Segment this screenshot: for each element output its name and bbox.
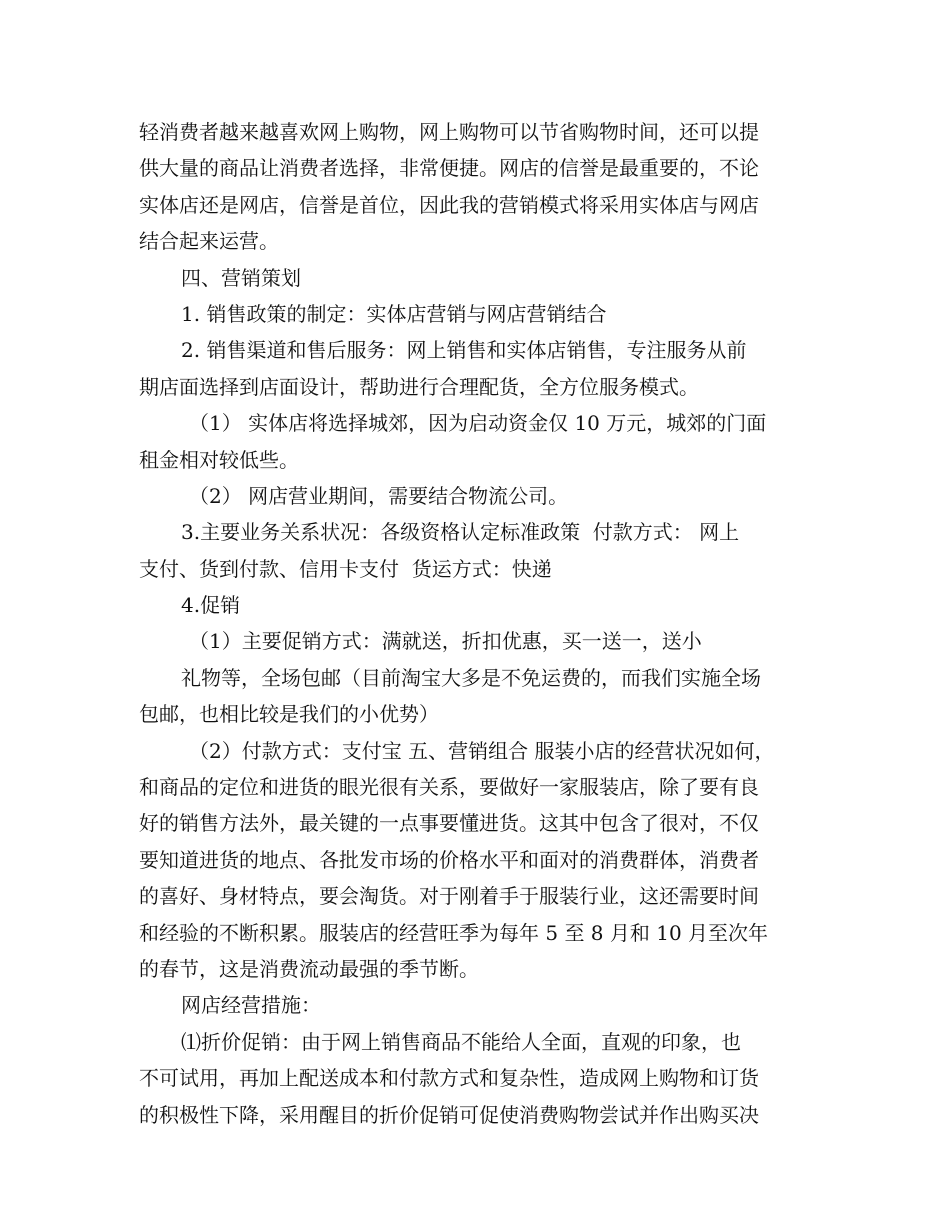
text-line: 轻消费者越来越喜欢网上购物，网上购物可以节省购物时间，还可以提 [139,120,759,144]
text-line: 礼物等，全场包邮（目前淘宝大多是不免运费的，而我们实施全场 [181,665,761,690]
text-line: 要知道进货的地点、各批发市场的价格水平和面对的消费群体，消费者 [139,847,759,872]
text-line: 支付、货到付款、信用卡支付 货运方式：快递 [139,556,552,581]
text-line: （1）主要促销方式：满就送，折扣优惠，买一送一，送小 [189,629,702,654]
text-line: 租金相对较低些。 [139,447,299,472]
text-line: 的积极性下降，采用醒目的折价促销可促使消费购物尝试并作出购买决 [139,1102,759,1127]
text-line: 实体店还是网店，信誉是首位，因此我的营销模式将采用实体店与网店 [139,192,759,217]
text-line: ⑴折价促销：由于网上销售商品不能给人全面，直观的印象，也 [181,1029,741,1054]
text-line: 和商品的定位和进货的眼光很有关系，要做好一家服装店，除了要有良 [139,775,759,800]
text-line: 的春节，这是消费流动最强的季节断。 [139,956,479,981]
text-line: （2）付款方式：支付宝 五、营销组合 服装小店的经营状况如何， [189,738,775,763]
text-line: 期店面选择到店面设计，帮助进行合理配货，全方位服务模式。 [139,374,699,399]
text-line: 包邮，也相比较是我们的小优势） [139,702,439,727]
text-line: 好的销售方法外，最关键的一点事要懂进货。这其中包含了很对，不仅 [139,811,759,836]
text-line: （2） 网店营业期间，需要结合物流公司。 [189,483,569,508]
text-line: 四、营销策划 [181,265,301,290]
text-line: 的喜好、身材特点，要会淘货。对于刚着手于服装行业，这还需要时间 [139,884,759,909]
text-line: 1. 销售政策的制定：实体店营销与网店营销结合 [181,301,607,326]
text-line: 网店经营措施： [181,993,321,1018]
text-line: 2. 销售渠道和售后服务：网上销售和实体店销售，专注服务从前 [181,338,747,363]
text-line: （1） 实体店将选择城郊，因为启动资金仅 10 万元，城郊的门面 [189,411,767,436]
text-line: 供大量的商品让消费者选择，非常便捷。网店的信誉是最重要的，不论 [139,156,759,181]
text-line: 和经验的不断积累。服装店的经营旺季为每年 5 至 8 月和 10 月至次年 [139,920,769,945]
text-line: 不可试用，再加上配送成本和付款方式和复杂性，造成网上购物和订货 [139,1066,759,1091]
text-line: 4.促销 [181,593,241,618]
text-line: 结合起来运营。 [139,229,279,254]
document-body [139,114,815,1133]
text-line: 3.主要业务关系状况：各级资格认定标准政策 付款方式： 网上 [181,520,740,545]
